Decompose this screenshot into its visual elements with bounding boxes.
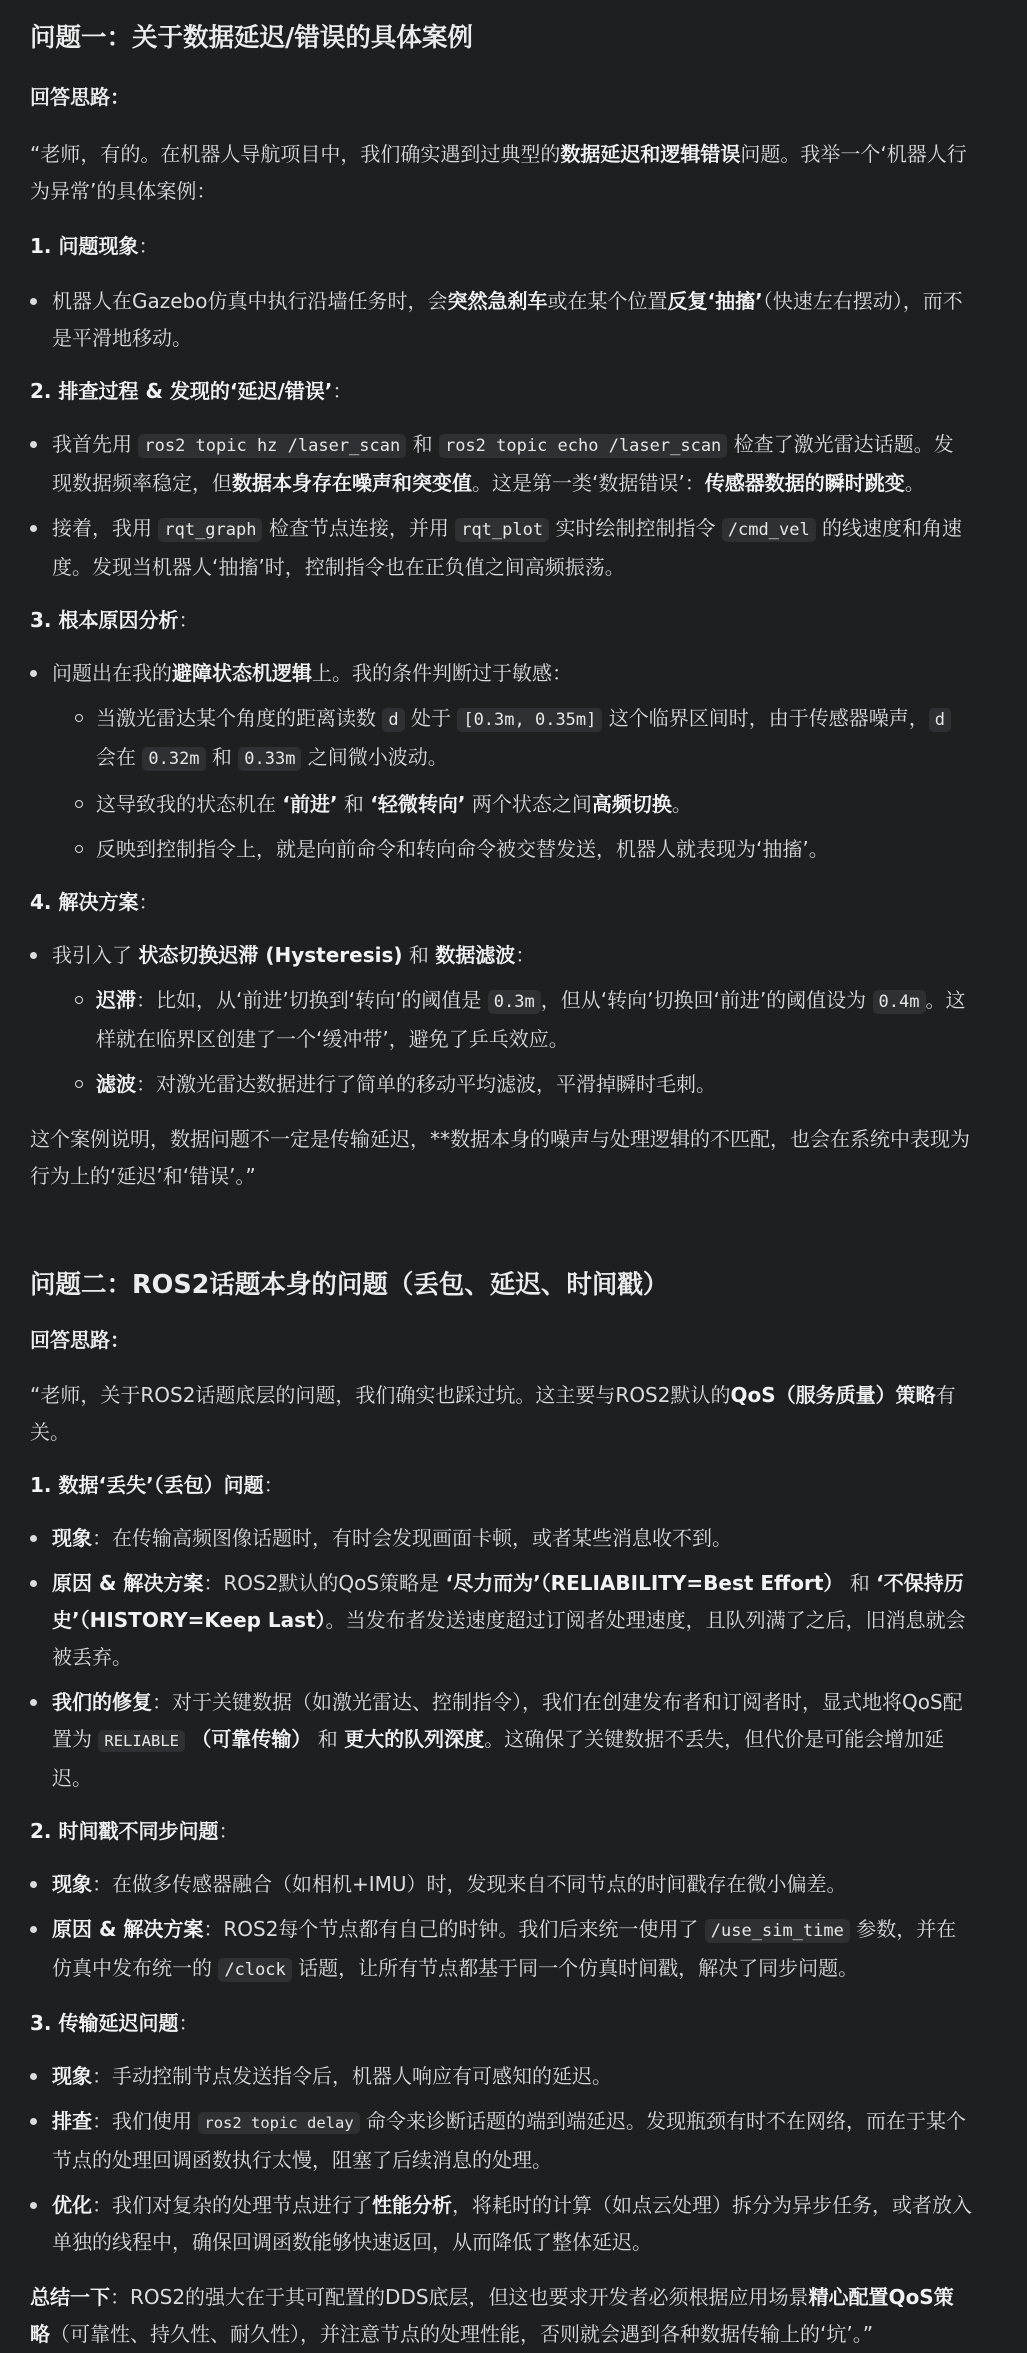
q2-answer-label: 回答思路： xyxy=(30,1328,130,1353)
list-item: 当激光雷达某个角度的距离读数 d 处于 [0.3m, 0.35m] 这个临界区间时，由于传感器噪声， d 会在 0.32m 和 0.33m 之间微小波动。 xyxy=(74,700,972,778)
q1-s2-list xyxy=(30,426,972,586)
list-item: 现象：手动控制节点发送指令后，机器人响应有可感知的延迟。 xyxy=(30,2058,972,2095)
list-item: 我们的修复：对于关键数据（如激光雷达、控制指令），我们在创建发布者和订阅者时，显式地将QoS配置为 RELIABLE （可靠传输） 和 更大的队列深度。这确保了关键数据不丢失，但代价是可能会增加延迟。 xyxy=(30,1684,972,1797)
q2-s1-list xyxy=(30,1520,972,1797)
list-item: 滤波：对激光雷达数据进行了简单的移动平均滤波，平滑掉瞬时毛刺。 xyxy=(74,1066,972,1103)
list-item: 原因 & 解决方案：ROS2每个节点都有自己的时钟。我们后来统一使用了 /use_sim_time 参数，并在仿真中发布统一的 /clock 话题，让所有节点都基于同一个仿真时间戳，解决了同步问题。 xyxy=(30,1911,972,1989)
q1-s4-heading: 4. 解决方案： xyxy=(30,890,159,915)
q1-s3-nested-list xyxy=(74,700,972,868)
list-item: 我首先用 ros2 topic hz /laser_scan 和 ros2 topic echo /laser_scan 检查了激光雷达话题。发现数据频率稳定，但数据本身存在噪声和突变值。这是第一类‘数据错误’：传感器数据的瞬时跳变。 xyxy=(30,426,972,502)
list-item: 原因 & 解决方案：ROS2默认的QoS策略是 ‘尽力而为’（RELIABILITY=Best Effort） 和 ‘不保持历史’（HISTORY=Keep Last）。当发布者发送速度超过订阅者处理速度，且队列满了之后，旧消息就会被丢弃。 xyxy=(30,1565,972,1676)
q1-intro: “老师，有的。在机器人导航项目中，我们确实遇到过典型的数据延迟和逻辑错误问题。我举一个‘机器人行为异常’的具体案例： xyxy=(30,142,967,204)
list-item: 反映到控制指令上，就是向前命令和转向命令被交替发送，机器人就表现为‘抽搐’。 xyxy=(74,831,972,868)
q2-s2-heading: 2. 时间戳不同步问题： xyxy=(30,1819,239,1844)
list-item: 迟滞：比如，从‘前进’切换到‘转向’的阈值是 0.3m ，但从‘转向’切换回‘前进’的阈值设为 0.4m 。这样就在临界区创建了一个‘缓冲带’，避免了乒乓效应。 xyxy=(74,982,972,1058)
list-item: 机器人在Gazebo仿真中执行沿墙任务时，会突然急刹车或在某个位置反复‘抽搐’（快速左右摆动），而不是平滑地移动。 xyxy=(30,283,972,357)
list-item: 这导致我的状态机在 ‘前进’ 和 ‘轻微转向’ 两个状态之间高频切换。 xyxy=(74,786,972,823)
list-item: 接着，我用 rqt_graph 检查节点连接，并用 rqt_plot 实时绘制控制指令 /cmd_vel 的线速度和角速度。发现当机器人‘抽搐’时，控制指令也在正负值之间高频振荡。 xyxy=(30,510,972,586)
q2-s3-list xyxy=(30,2058,972,2261)
list-item: 现象：在做多传感器融合（如相机+IMU）时，发现来自不同节点的时间戳存在微小偏差。 xyxy=(30,1866,972,1903)
q2-title: 问题二：ROS2话题本身的问题（丢包、延迟、时间戳） xyxy=(30,1270,669,1301)
q1-answer-label: 回答思路： xyxy=(30,85,130,110)
q1-s3-heading: 3. 根本原因分析： xyxy=(30,608,199,633)
q2-s3-heading: 3. 传输延迟问题： xyxy=(30,2011,199,2036)
q1-s2-heading: 2. 排查过程 & 发现的‘延迟/错误’： xyxy=(30,379,353,404)
list-item: 排查：我们使用 ros2 topic delay 命令来诊断话题的端到端延迟。发现瓶颈有时不在网络，而在于某个节点的处理回调函数执行太慢，阻塞了后续消息的处理。 xyxy=(30,2103,972,2179)
q1-s1-heading: 1. 问题现象： xyxy=(30,234,159,259)
q1-s1-list xyxy=(30,283,972,357)
list-item: 问题出在我的避障状态机逻辑上。我的条件判断过于敏感： 当激光雷达某个角度的距离读数 d 处于 [0.3m, 0.35m] 这个临界区间时，由于传感器噪声， d 会在 0.32m 和 0.33m 之间微小波动。 这导致我的状态机在 ‘前进’ 和 ‘轻微转向’ 两个状态之间高频切换。 反映到控制指令上，就是向前命令和转向命令被交替发送，机器人就表现为‘抽搐’。 xyxy=(30,655,972,868)
q2-intro: “老师，关于ROS2话题底层的问题，我们确实也踩过坑。这主要与ROS2默认的QoS（服务质量）策略有关。 xyxy=(30,1383,956,1445)
q2-summary: 总结一下：ROS2的强大在于其可配置的DDS底层，但这也要求开发者必须根据应用场景精心配置QoS策略（可靠性、持久性、耐久性），并注意节点的处理性能，否则就会遇到各种数据传输上的‘坑’。” xyxy=(30,2285,954,2347)
list-item: 我引入了 状态切换迟滞 (Hysteresis) 和 数据滤波： 迟滞：比如，从‘前进’切换到‘转向’的阈值是 0.3m ，但从‘转向’切换回‘前进’的阈值设为 0.4m 。这样就在临界区创建了一个‘缓冲带’，避免了乒乓效应。 滤波：对激光雷达数据进行了简单的移动平均滤波，平滑掉瞬时毛刺。 xyxy=(30,937,972,1103)
q1-title: 问题一：关于数据延迟/错误的具体案例 xyxy=(30,23,473,53)
list-item: 现象：在传输高频图像话题时，有时会发现画面卡顿，或者某些消息收不到。 xyxy=(30,1520,972,1557)
list-item: 优化：我们对复杂的处理节点进行了性能分析，将耗时的计算（如点云处理）拆分为异步任务，或者放入单独的线程中，确保回调函数能够快速返回，从而降低了整体延迟。 xyxy=(30,2187,972,2261)
q1-s4-nested-list xyxy=(74,982,972,1103)
q1-s4-list xyxy=(30,937,972,1103)
q1-closing: 这个案例说明，数据问题不一定是传输延迟，**数据本身的噪声与处理逻辑的不匹配，也会在系统中表现为行为上的‘延迟’和‘错误’。” xyxy=(30,1127,970,1189)
q2-s1-heading: 1. 数据‘丢失’（丢包）问题： xyxy=(30,1473,284,1498)
q1-s3-list xyxy=(30,655,972,868)
q2-s2-list xyxy=(30,1866,972,1989)
